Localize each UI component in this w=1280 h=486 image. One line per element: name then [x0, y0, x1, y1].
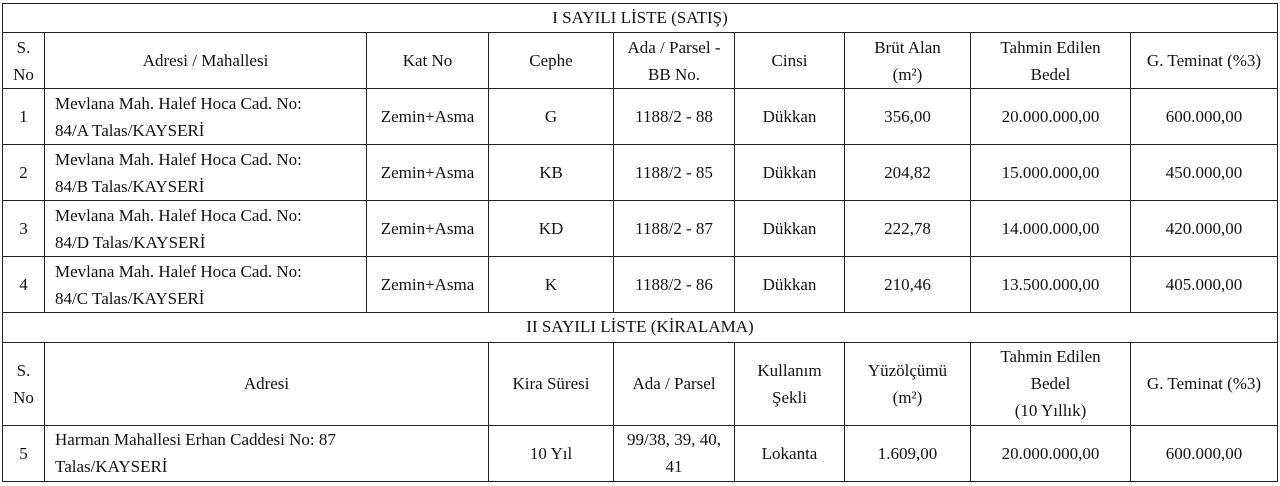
list2-title-row [3, 313, 1278, 342]
row-facade: KB [489, 145, 614, 201]
list2-header-address: Adresi [45, 342, 489, 425]
row-parcel: 1188/2 - 87 [614, 201, 735, 257]
list1-header-value: Tahmin Edilen Bedel [971, 33, 1131, 89]
row-guarantee: 420.000,00 [1131, 201, 1278, 257]
row-area: 204,82 [845, 145, 971, 201]
table-row [3, 425, 1278, 481]
row-no: 2 [3, 145, 45, 201]
row-facade: G [489, 89, 614, 145]
list1-header-area: Brüt Alan (m²) [845, 33, 971, 89]
row-area: 356,00 [845, 89, 971, 145]
list2-header-area: Yüzölçümü (m²) [845, 342, 971, 425]
row-area: 1.609,00 [845, 425, 971, 481]
row-parcel: 99/38, 39, 40, 41 [614, 425, 735, 481]
row-type: Dükkan [735, 145, 845, 201]
list1-header-guarantee: G. Teminat (%3) [1131, 33, 1278, 89]
list1-title: I SAYILI LİSTE (SATIŞ) [3, 4, 1278, 33]
list1-header-address: Adresi / Mahallesi [45, 33, 367, 89]
row-value: 15.000.000,00 [971, 145, 1131, 201]
row-guarantee: 405.000,00 [1131, 257, 1278, 313]
row-no: 1 [3, 89, 45, 145]
row-value: 14.000.000,00 [971, 201, 1131, 257]
list1-header-parcel: Ada / Parsel - BB No. [614, 33, 735, 89]
row-type: Dükkan [735, 89, 845, 145]
row-type: Dükkan [735, 257, 845, 313]
list2-header-row [3, 342, 1278, 425]
table-row [3, 201, 1278, 257]
list2-header-parcel: Ada / Parsel [614, 342, 735, 425]
row-address: Mevlana Mah. Halef Hoca Cad. No: 84/B Talas/KAYSERİ [45, 145, 367, 201]
row-no: 5 [3, 425, 45, 481]
list1-title-row [3, 4, 1278, 33]
row-value: 20.000.000,00 [971, 425, 1131, 481]
list1-header-row [3, 33, 1278, 89]
list1-header-facade: Cephe [489, 33, 614, 89]
row-floor: Zemin+Asma [367, 257, 489, 313]
row-parcel: 1188/2 - 85 [614, 145, 735, 201]
table-row [3, 145, 1278, 201]
table-row [3, 257, 1278, 313]
list2-header-duration: Kira Süresi [489, 342, 614, 425]
list2-header-usage: Kullanım Şekli [735, 342, 845, 425]
list2-title: II SAYILI LİSTE (KİRALAMA) [3, 313, 1278, 342]
row-area: 222,78 [845, 201, 971, 257]
row-duration: 10 Yıl [489, 425, 614, 481]
table-row [3, 89, 1278, 145]
row-address: Mevlana Mah. Halef Hoca Cad. No: 84/D Talas/KAYSERİ [45, 201, 367, 257]
list2-header-guarantee: G. Teminat (%3) [1131, 342, 1278, 425]
list1-header-sno: S. No [3, 33, 45, 89]
row-area: 210,46 [845, 257, 971, 313]
row-guarantee: 450.000,00 [1131, 145, 1278, 201]
row-floor: Zemin+Asma [367, 89, 489, 145]
row-parcel: 1188/2 - 86 [614, 257, 735, 313]
row-facade: K [489, 257, 614, 313]
row-type: Dükkan [735, 201, 845, 257]
list2-header-sno: S. No [3, 342, 45, 425]
list2-header-value: Tahmin Edilen Bedel (10 Yıllık) [971, 342, 1131, 425]
row-value: 13.500.000,00 [971, 257, 1131, 313]
row-guarantee: 600.000,00 [1131, 425, 1278, 481]
row-address: Harman Mahallesi Erhan Caddesi No: 87 Talas/KAYSERİ [45, 425, 489, 481]
list1-header-type: Cinsi [735, 33, 845, 89]
row-value: 20.000.000,00 [971, 89, 1131, 145]
auction-table [2, 3, 1278, 482]
row-address: Mevlana Mah. Halef Hoca Cad. No: 84/C Talas/KAYSERİ [45, 257, 367, 313]
row-parcel: 1188/2 - 88 [614, 89, 735, 145]
row-floor: Zemin+Asma [367, 145, 489, 201]
row-no: 4 [3, 257, 45, 313]
row-usage: Lokanta [735, 425, 845, 481]
row-floor: Zemin+Asma [367, 201, 489, 257]
row-facade: KD [489, 201, 614, 257]
list1-header-floor: Kat No [367, 33, 489, 89]
row-guarantee: 600.000,00 [1131, 89, 1278, 145]
row-address: Mevlana Mah. Halef Hoca Cad. No: 84/A Talas/KAYSERİ [45, 89, 367, 145]
row-no: 3 [3, 201, 45, 257]
